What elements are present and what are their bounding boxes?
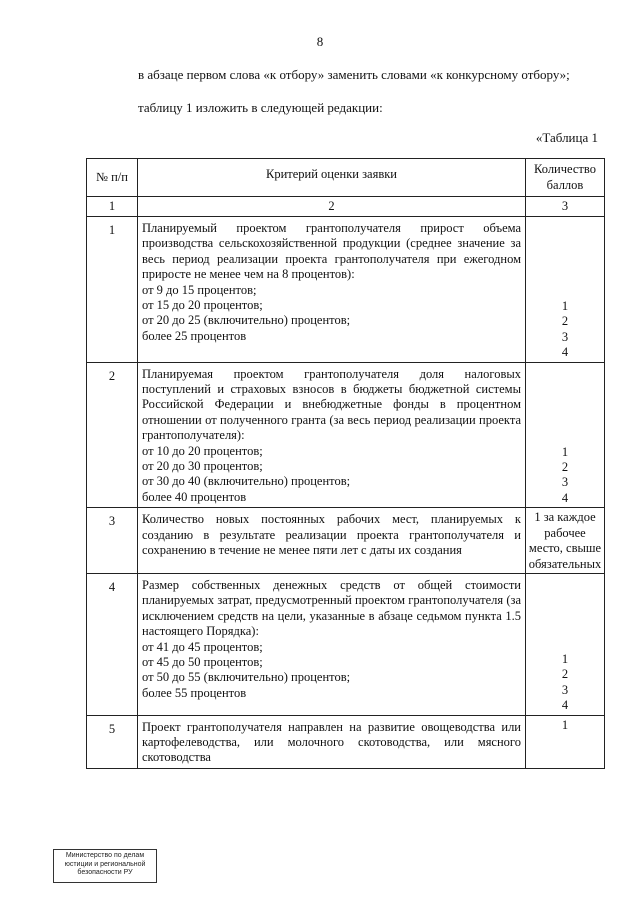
row-criterion (138, 573, 526, 715)
row-number: 4 (87, 573, 138, 715)
criterion-range: от 50 до 55 (включительно) процентов; (142, 670, 351, 685)
row-criterion (138, 362, 526, 508)
criterion-description: Проект грантополучателя направлен на развитие овощеводства или картофелеводства, или молочного скотоводства, или мясного скотоводства (142, 719, 521, 765)
score-value: 1 за каждое рабочее место, свыше обязательных (528, 510, 602, 571)
row-score (526, 508, 605, 574)
row-number: 5 (87, 715, 138, 768)
score-value: 1 (561, 444, 569, 459)
table-header-row (87, 159, 605, 197)
row-score (526, 217, 605, 363)
header-number: № п/п (87, 159, 138, 197)
table-row (87, 217, 605, 363)
criteria-table (86, 158, 605, 769)
row-score (526, 362, 605, 508)
criterion-range: от 9 до 15 процентов; (142, 282, 257, 297)
criterion-range: от 20 до 30 процентов; (142, 459, 263, 474)
score-value: 2 (561, 460, 569, 475)
score-value: 1 (561, 717, 569, 732)
amendment-paragraph (92, 66, 612, 83)
criterion-description: Количество новых постоянных рабочих мест, планируемых к созданию в результате реализации проекта грантополучателя и сохранению в течение не менее пяти лет с даты их создания (142, 512, 521, 558)
table-row (87, 362, 605, 508)
score-value: 4 (561, 490, 569, 505)
row-number: 1 (87, 217, 138, 363)
criterion-description: Планируемый проектом грантополучателя прирост объема производства сельскохозяйственной продукции (среднее значение за весь период реализации проекта грантополучателя при ежегодном приросте не менее чем на 8 процентов): (142, 221, 521, 282)
criterion-range: от 41 до 45 процентов; (142, 639, 263, 654)
table-numbering-row (87, 197, 605, 217)
score-value: 3 (561, 329, 569, 344)
criterion-range: от 20 до 25 (включительно) процентов; (142, 313, 351, 328)
header-criterion: Критерий оценки заявки (138, 159, 526, 197)
score-value: 3 (561, 682, 569, 697)
criterion-range: от 45 до 50 процентов; (142, 654, 263, 669)
row-score (526, 715, 605, 768)
col-number-2: 2 (138, 197, 526, 217)
table-intro-paragraph: таблицу 1 изложить в следующей редакции: (138, 100, 383, 115)
criterion-range: от 10 до 20 процентов; (142, 443, 263, 458)
score-value: 2 (561, 314, 569, 329)
criterion-description: Планируемая проектом грантополучателя доля налоговых поступлений и страховых взносов в бюджеты бюджетной системы Российской Федерации и внебюджетные фонды в процентном отношении от полученного гранта (за весь период реализации проекта грантополучателя): (142, 366, 521, 443)
col-number-3: 3 (526, 197, 605, 217)
criterion-range: от 15 до 20 процентов; (142, 298, 263, 313)
criterion-description: Размер собственных денежных средств от общей стоимости планируемых затрат, предусмотренный проектом грантополучателя (за исключением средств на цели, указанные в абзаце седьмом пункта 1.5 настоящего Порядка): (142, 577, 521, 639)
score-value: 4 (561, 698, 569, 713)
score-value: 1 (561, 651, 569, 666)
table-row (87, 508, 605, 574)
table-row (87, 715, 605, 768)
criterion-range: более 25 процентов (142, 328, 247, 343)
table-row (87, 573, 605, 715)
criterion-range: от 30 до 40 (включительно) процентов; (142, 474, 351, 489)
criterion-range: более 55 процентов (142, 685, 247, 700)
row-criterion (138, 508, 526, 574)
score-value: 1 (561, 299, 569, 313)
row-criterion (138, 217, 526, 363)
table-caption: «Таблица 1 (535, 130, 598, 145)
criterion-range: более 40 процентов (142, 489, 247, 504)
col-number-1: 1 (87, 197, 138, 217)
score-value: 3 (561, 475, 569, 490)
registration-stamp: Министерство по делам юстиции и региональной безопасности РУ (53, 849, 157, 883)
amendment-text: в абзаце первом слова «к отбору» заменить словами «к конкурсному отбору»; (138, 67, 570, 82)
score-value: 4 (561, 345, 569, 360)
score-value: 2 (561, 667, 569, 682)
row-number: 2 (87, 362, 138, 508)
row-criterion (138, 715, 526, 768)
row-score (526, 573, 605, 715)
header-score: Количество баллов (526, 159, 605, 197)
page-number: 8 (316, 34, 324, 49)
table-body (87, 217, 605, 769)
row-number: 3 (87, 508, 138, 574)
